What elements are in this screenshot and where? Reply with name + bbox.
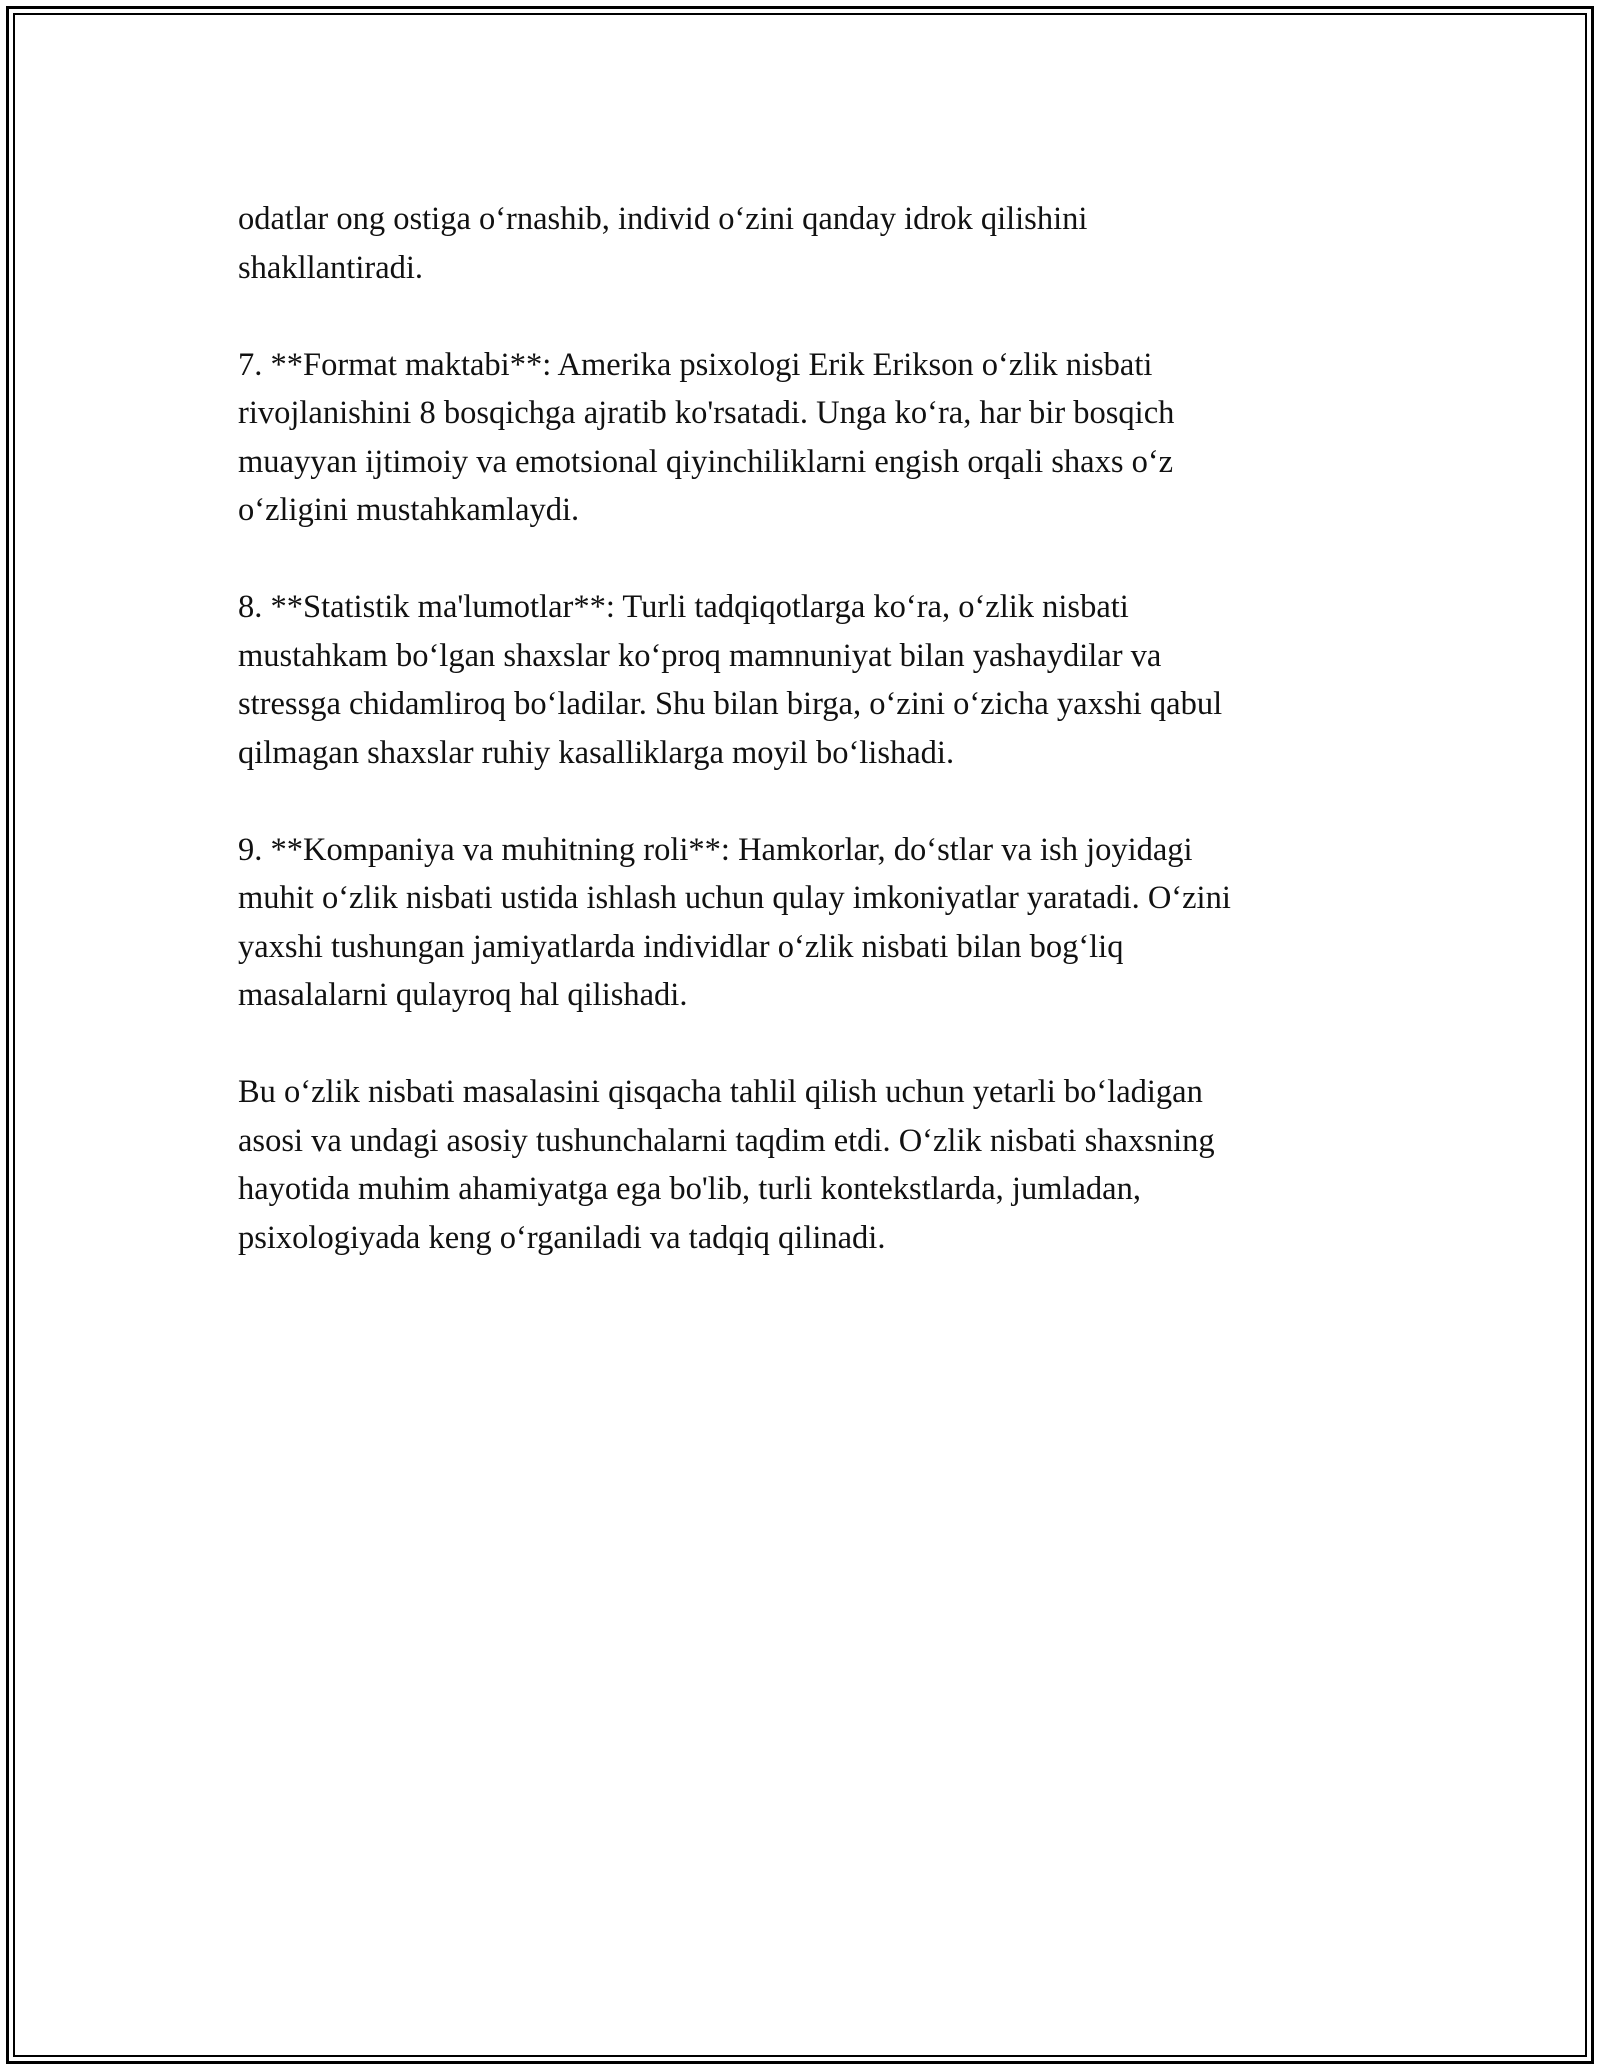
paragraph-item-7: 7. **Format maktabi**: Amerika psixologi Erik Erikson o‘zlik nisbati rivojlanishini 8 bosqichga ajratib ko'rsatadi. Unga ko‘ra, har bir bosqich muayyan ijtimoiy va emotsional qiyinchiliklarni engish orqali shaxs o‘z o‘zligini mustahkamlaydi. [238, 346, 1175, 528]
paragraph-item-8: 8. **Statistik ma'lumotlar**: Turli tadqiqotlarga ko‘ra, o‘zlik nisbati mustahkam bo‘lgan shaxslar ko‘proq mamnuniyat bilan yashaydilar va stressga chidamliroq bo‘ladilar. Shu bilan birga, o‘zini o‘zicha yaxshi qabul qilmagan shaxslar ruhiy kasalliklarga moyil bo‘lishadi. [238, 589, 1223, 771]
paragraph-conclusion: Bu o‘zlik nisbati masalasini qisqacha tahlil qilish uchun yetarli bo‘ladigan asosi va undagi asosiy tushunchalarni taqdim etdi. O‘zlik nisbati shaxsning hayotida muhim ahamiyatga ega bo'lib, turli kontekstlarda, jumladan, psixologiyada keng o‘rganiladi va tadqiq qilinadi. [238, 1074, 1215, 1256]
paragraph-continuation: odatlar ong ostiga o‘rnashib, individ o‘zini qanday idrok qilishini shakllantiradi. [238, 201, 1088, 286]
document-body [238, 195, 1388, 1311]
paragraph-item-9: 9. **Kompaniya va muhitning roli**: Hamkorlar, do‘stlar va ish joyidagi muhit o‘zlik nisbati ustida ishlash uchun qulay imkoniyatlar yaratadi. O‘zini yaxshi tushungan jamiyatlarda individlar o‘zlik nisbati bilan bog‘liq masalalarni qulayroq hal qilishadi. [238, 831, 1231, 1013]
document-page [6, 6, 1594, 2064]
